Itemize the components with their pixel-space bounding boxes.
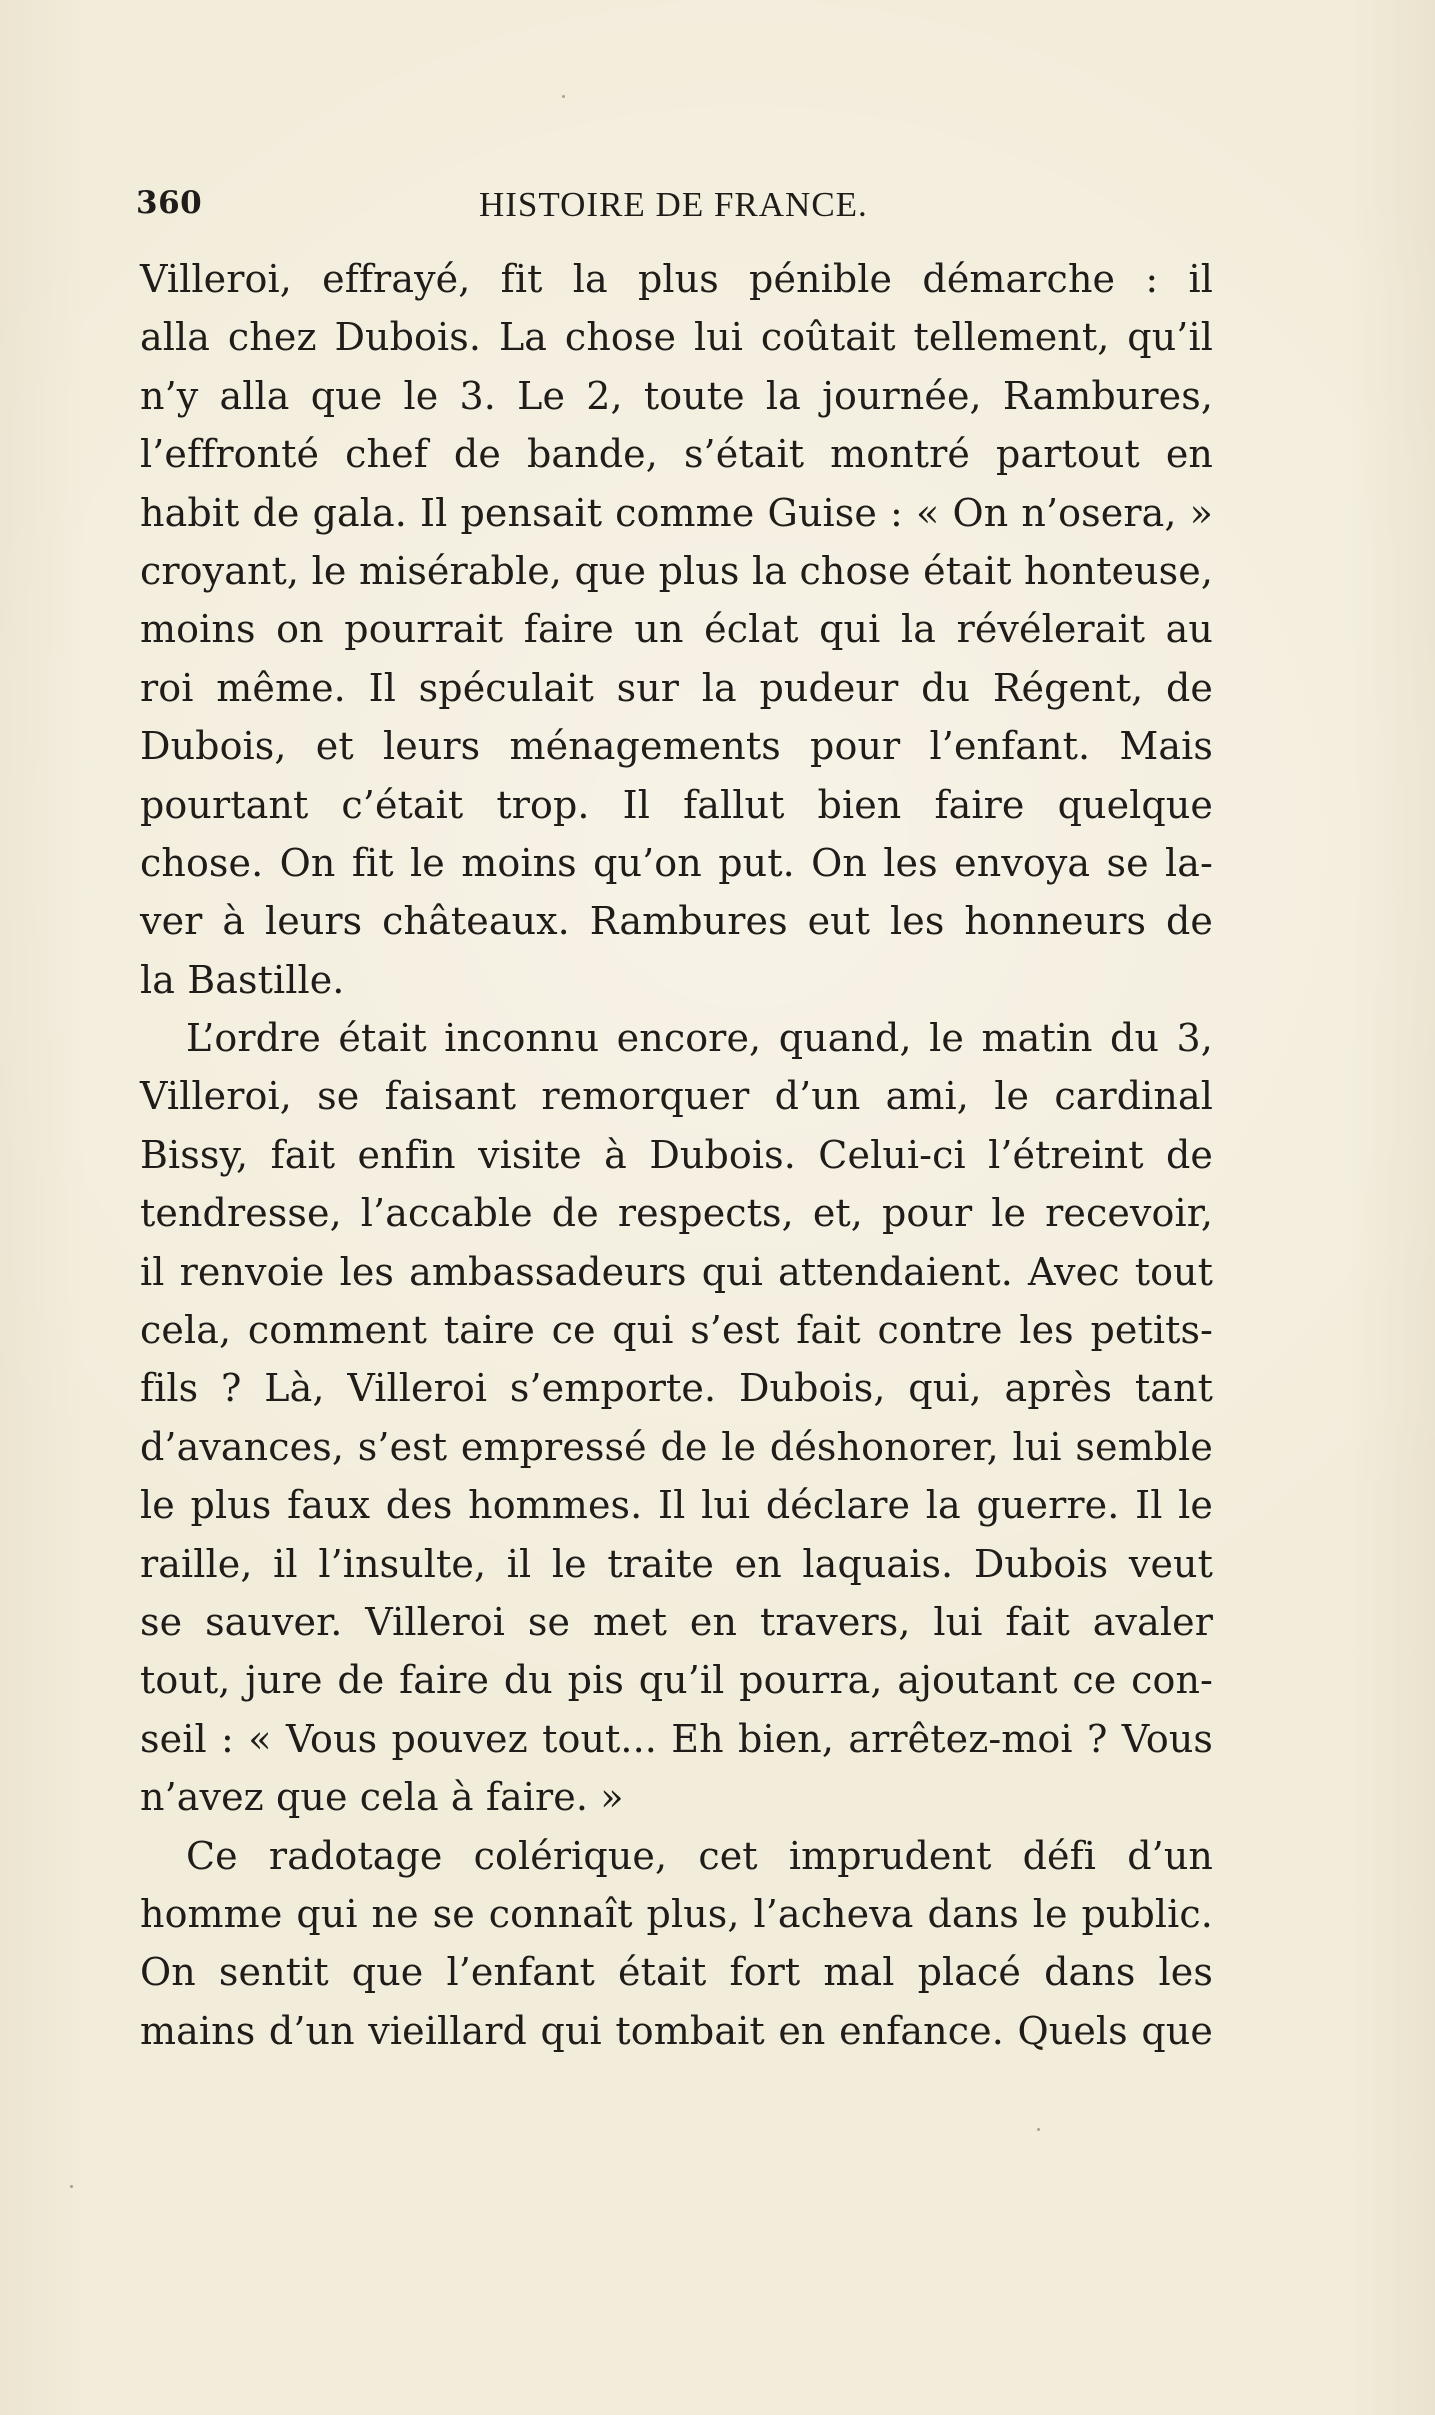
text-line: Ce radotage colérique, cet imprudent défi d’un <box>186 1833 1213 1878</box>
text-line: raille, il l’insulte, il le traite en laquais. Dubois veut <box>140 1541 1213 1586</box>
text-line: chose. On fit le moins qu’on put. On les envoya se la- <box>140 840 1213 885</box>
page-header <box>136 185 1216 225</box>
paper-speck <box>562 95 565 98</box>
text-line: mains d’un vieillard qui tombait en enfance. Quels que <box>140 2008 1213 2053</box>
body-text <box>140 250 1213 2060</box>
paper-speck <box>1037 2128 1040 2131</box>
text-line: croyant, le misérable, que plus la chose était honteuse, <box>140 548 1213 593</box>
paper-speck <box>70 2185 73 2188</box>
text-line: roi même. Il spéculait sur la pudeur du Régent, de <box>140 665 1213 710</box>
text-line: Villeroi, effrayé, fit la plus pénible démarche : il <box>140 257 1213 301</box>
text-line: On sentit que l’enfant était fort mal placé dans les <box>140 1950 1213 1995</box>
text-line: l’effronté chef de bande, s’était montré partout en <box>140 432 1213 477</box>
text-line: moins on pourrait faire un éclat qui la révélerait au <box>140 607 1213 652</box>
text-line: L’ordre était inconnu encore, quand, le matin du 3, <box>186 1016 1213 1061</box>
text-line: alla chez Dubois. La chose lui coûtait tellement, qu’il <box>140 315 1213 360</box>
running-title: HISTOIRE DE FRANCE. <box>479 185 868 224</box>
text-line: ver à leurs châteaux. Rambures eut les honneurs de <box>140 899 1213 944</box>
text-line: fils ? Là, Villeroi s’emporte. Dubois, qui, après tant <box>140 1366 1213 1411</box>
text-line: se sauver. Villeroi se met en travers, lui fait avaler <box>140 1599 1213 1644</box>
text-line: pourtant c’était trop. Il fallut bien faire quelque <box>140 782 1213 827</box>
text-line: tendresse, l’accable de respects, et, pour le recevoir, <box>140 1191 1213 1236</box>
text-line: il renvoie les ambassadeurs qui attendaient. Avec tout <box>140 1249 1213 1294</box>
text-line: homme qui ne se connaît plus, l’acheva dans le public. <box>140 1891 1213 1936</box>
text-line: habit de gala. Il pensait comme Guise : « On n’osera, » <box>140 490 1213 535</box>
text-line: la Bastille. <box>140 957 345 1002</box>
text-line: d’avances, s’est empressé de le déshonorer, lui semble <box>140 1424 1213 1469</box>
text-line: n’avez que cela à faire. » <box>140 1775 624 1820</box>
text-line: seil : « Vous pouvez tout... Eh bien, arrêtez-moi ? Vous <box>140 1716 1213 1761</box>
text-line: cela, comment taire ce qui s’est fait contre les petits- <box>140 1308 1213 1353</box>
text-line: le plus faux des hommes. Il lui déclare la guerre. Il le <box>140 1483 1213 1528</box>
text-line: Villeroi, se faisant remorquer d’un ami, le cardinal <box>140 1074 1213 1119</box>
text-line: n’y alla que le 3. Le 2, toute la journée, Rambures, <box>140 373 1213 418</box>
page-number: 360 <box>136 185 203 221</box>
text-line: Dubois, et leurs ménagements pour l’enfant. Mais <box>140 724 1213 769</box>
text-line: Bissy, fait enfin visite à Dubois. Celui-ci l’étreint de <box>140 1132 1213 1177</box>
text-line: tout, jure de faire du pis qu’il pourra, ajoutant ce con- <box>140 1658 1213 1703</box>
